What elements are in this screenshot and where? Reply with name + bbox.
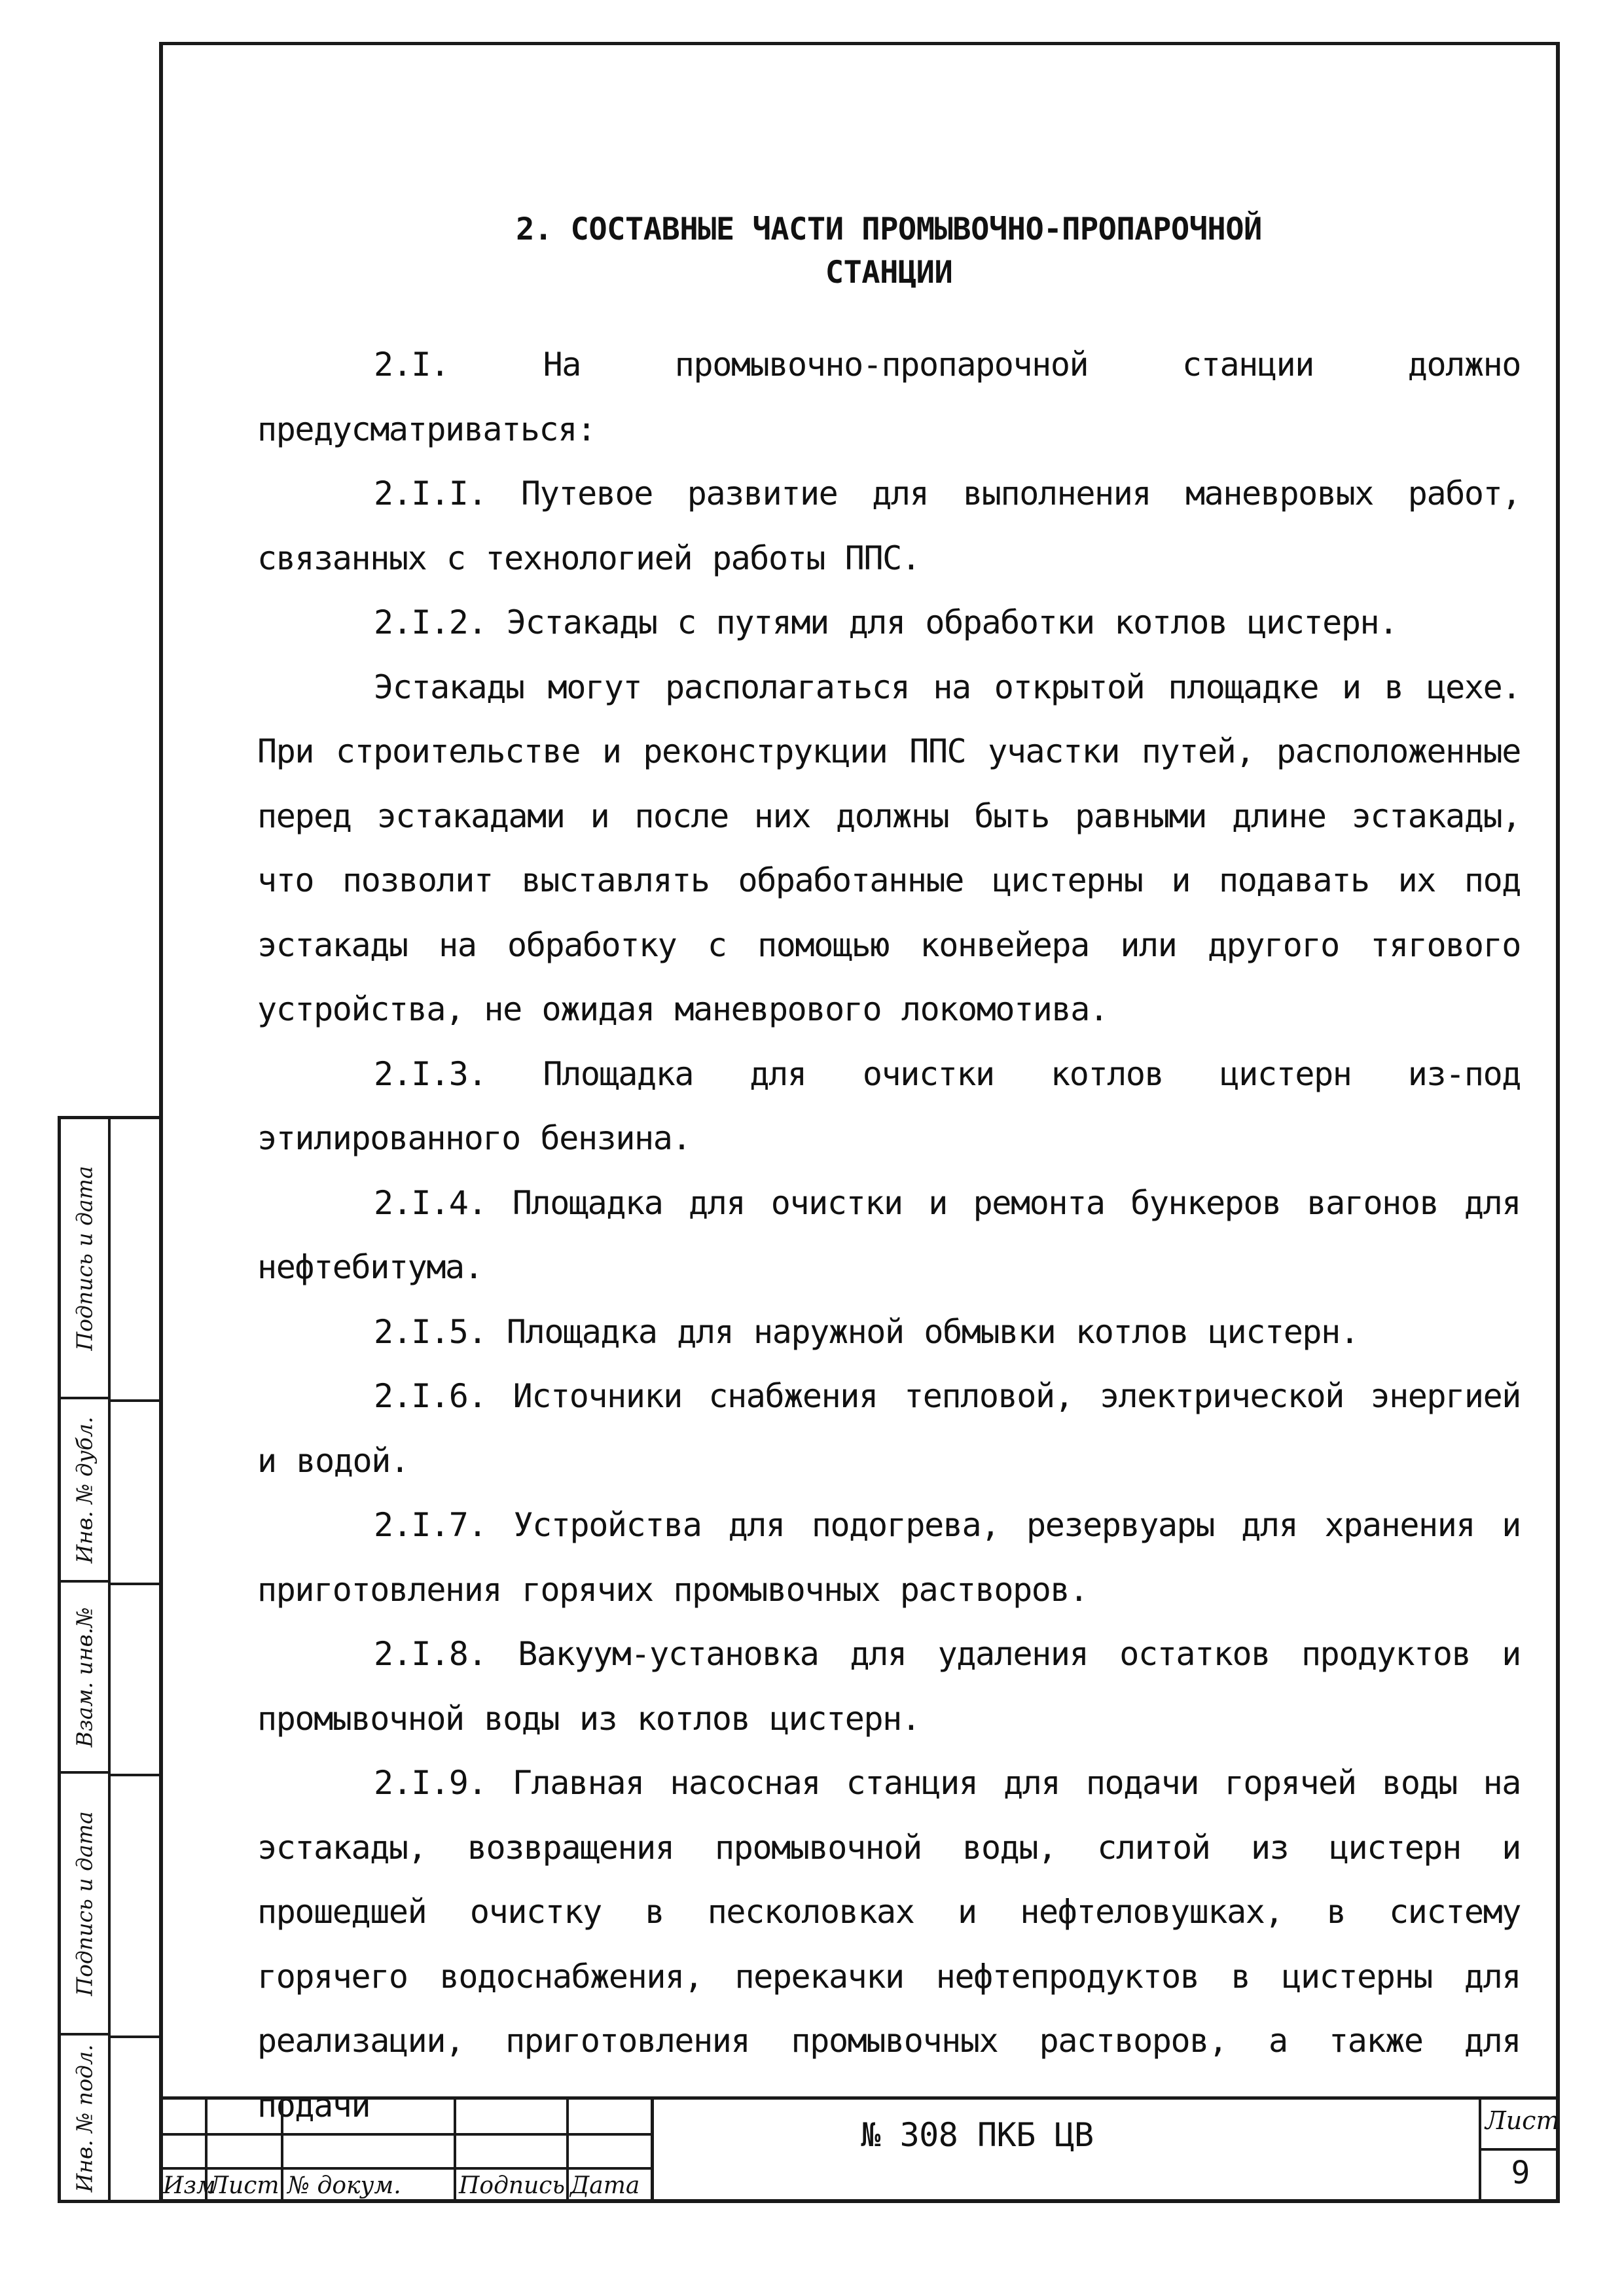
sheet-box [1479, 2096, 1560, 2203]
paragraph-2-1-8: 2.I.8. Вакуум-установка для удаления остатков продуктов и промывочной воды из котлов цистерн. [257, 1635, 1521, 1738]
margin-label-original-inv: Инв. № подл. [71, 2044, 98, 2192]
document-body [257, 208, 1521, 2138]
margin-label-signature-date: Подпись и дата [71, 1165, 98, 1351]
margin-cell-signature-date [61, 1119, 108, 1399]
margin-label-duplicate-inv: Инв. № дубл. [71, 1416, 98, 1564]
margin-label-signature-date-2: Подпись и дата [71, 1810, 98, 1996]
paragraph-2-1-3: 2.I.3. Площадка для очистки котлов цистерн из-под этилированного бензина. [257, 1054, 1521, 1157]
column-label-sheet: Лист [209, 2172, 280, 2199]
paragraph-2-1-6: 2.I.6. Источники снабжения тепловой, электрической энергией и водой. [257, 1377, 1521, 1480]
sheet-divider [1481, 2148, 1560, 2151]
title-block-top-line [654, 2096, 1479, 2100]
paragraph-2-1-5: 2.I.5. Площадка для наружной обмывки котлов цистерн. [374, 1312, 1359, 1351]
sheet-label: Лист [1485, 2106, 1560, 2135]
revision-grid-row-line [159, 2133, 654, 2136]
paragraph-2-1-9: 2.I.9. Главная насосная станция для подачи горячей воды на эстакады, возвращения промывочной воды, слитой из цистерн и прошедшей очистку в песколовках и нефтеловушках, в систему горячего водоснабжения, перекачки нефтепродуктов в цистерны для реализации, приготовления промывочных растворов, а также для подачи [257, 1764, 1521, 2125]
revision-grid-col-line [281, 2096, 283, 2203]
heading-line-1: 2. СОСТАВНЫЕ ЧАСТИ ПРОМЫВОЧНО-ПРОПАРОЧНОЙ [516, 211, 1262, 247]
section-heading [257, 208, 1521, 295]
column-label-document-number: № докум. [287, 2172, 401, 2199]
document-code: № 308 ПКБ ЦВ [861, 2116, 1094, 2154]
paragraph-overpasses: Эстакады могут располагаться на открытой площадке и в цехе. При строительстве и реконструкции ППС участки путей, расположенные перед эстакадами и после них должны быть равными длине эстакады, что позволит выставлять обработанные цистерны и подавать их под эстакады на обработку с помощью конвейера или другого тягового устройства, не ожидая маневрового локомотива. [257, 668, 1521, 1028]
margin-rule [108, 1583, 163, 1585]
margin-rule [108, 2036, 163, 2038]
paragraph-2-1-2: 2.I.2. Эстакады с путями для обработки котлов цистерн. [374, 603, 1398, 641]
margin-cell-original-inv [61, 2036, 108, 2203]
column-label-signature: Подпись [459, 2172, 566, 2199]
margin-rule [108, 1774, 163, 1776]
revision-grid-col-line [566, 2096, 569, 2203]
sheet-number: 9 [1511, 2155, 1530, 2191]
margin-stamp [58, 1116, 160, 2203]
column-label-date: Дата [570, 2172, 640, 2199]
revision-grid-row-line [159, 2167, 654, 2170]
margin-cell-replacement-inv [61, 1583, 108, 1774]
heading-line-2: СТАНЦИИ [825, 255, 953, 291]
margin-label-replacement-inv: Взам. инв.№ [71, 1606, 98, 1748]
margin-cell-duplicate-inv [61, 1399, 108, 1583]
paragraph-2-1: 2.I. На промывочно-пропарочной станции должно предусматриваться: [257, 346, 1521, 448]
paragraph-2-1-4: 2.I.4. Площадка для очистки и ремонта бункеров вагонов для нефтебитума. [257, 1183, 1521, 1286]
margin-cell-signature-date-2 [61, 1774, 108, 2036]
paragraph-2-1-1: 2.I.I. Путевое развитие для выполнения маневровых работ, связанных с технологией работы ППС. [257, 475, 1521, 577]
paragraph-2-1-7: 2.I.7. Устройства для подогрева, резервуары для хранения и приготовления горячих промывочных растворов. [257, 1506, 1521, 1609]
column-label-revision: Изм [163, 2172, 216, 2199]
revision-grid-col-line [454, 2096, 456, 2203]
title-block [159, 2096, 1560, 2203]
margin-rule [108, 1399, 163, 1402]
